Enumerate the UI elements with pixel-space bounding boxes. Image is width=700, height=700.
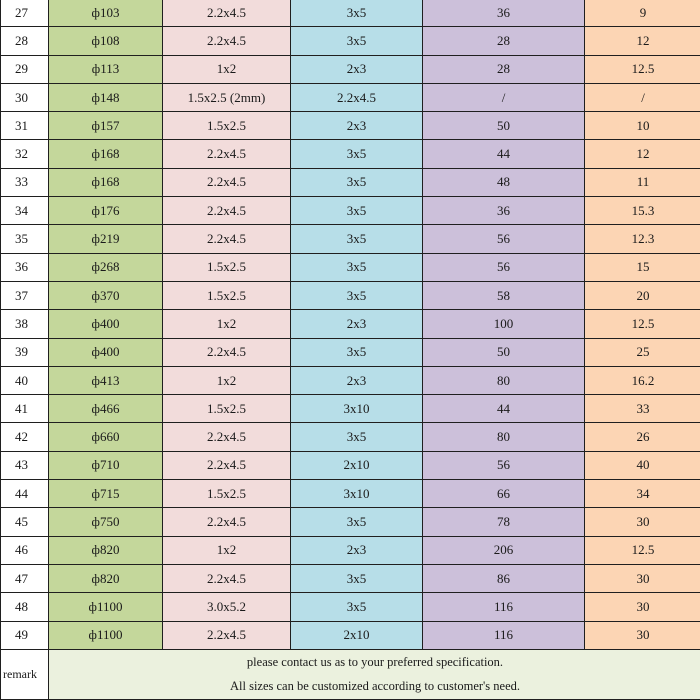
- spec-b-cell: 3x5: [291, 197, 423, 225]
- spec-d-cell: 33: [585, 395, 700, 423]
- spec-a-cell: 1x2: [163, 536, 291, 564]
- spec-d-cell: 15: [585, 253, 700, 281]
- spec-c-cell: 50: [423, 112, 585, 140]
- row-number: 44: [1, 480, 49, 508]
- row-number: 40: [1, 366, 49, 394]
- row-number: 49: [1, 621, 49, 649]
- spec-b-cell: 3x10: [291, 480, 423, 508]
- spec-d-cell: 12: [585, 27, 700, 55]
- spec-c-cell: 58: [423, 281, 585, 309]
- spec-a-cell: 1.5x2.5: [163, 281, 291, 309]
- diameter-cell: ф710: [49, 451, 163, 479]
- diameter-cell: ф1100: [49, 593, 163, 621]
- table-row: [1, 508, 700, 536]
- spec-table-body: [1, 0, 700, 649]
- spec-d-cell: 30: [585, 593, 700, 621]
- row-number: 42: [1, 423, 49, 451]
- remark-text: [49, 649, 700, 699]
- spec-d-cell: 15.3: [585, 197, 700, 225]
- spec-c-cell: 36: [423, 0, 585, 27]
- row-number: 46: [1, 536, 49, 564]
- spec-a-cell: 2.2x4.5: [163, 197, 291, 225]
- diameter-cell: ф370: [49, 281, 163, 309]
- spec-a-cell: 1.5x2.5: [163, 480, 291, 508]
- diameter-cell: ф413: [49, 366, 163, 394]
- row-number: 35: [1, 225, 49, 253]
- diameter-cell: ф148: [49, 83, 163, 111]
- spec-d-cell: 12.5: [585, 55, 700, 83]
- spec-d-cell: 12: [585, 140, 700, 168]
- spec-b-cell: 3x5: [291, 225, 423, 253]
- spec-b-cell: 3x5: [291, 168, 423, 196]
- table-row: [1, 621, 700, 649]
- spec-b-cell: 2x3: [291, 55, 423, 83]
- spec-c-cell: 28: [423, 55, 585, 83]
- spec-c-cell: 100: [423, 310, 585, 338]
- spec-b-cell: 3x5: [291, 27, 423, 55]
- row-number: 28: [1, 27, 49, 55]
- spec-c-cell: 66: [423, 480, 585, 508]
- spec-b-cell: 3x5: [291, 281, 423, 309]
- row-number: 27: [1, 0, 49, 27]
- spec-d-cell: 9: [585, 0, 700, 27]
- spec-a-cell: 2.2x4.5: [163, 0, 291, 27]
- spec-d-cell: 30: [585, 621, 700, 649]
- table-row: [1, 593, 700, 621]
- remark-line-1: please contact us as to your preferred specification.: [246, 655, 504, 670]
- diameter-cell: ф219: [49, 225, 163, 253]
- table-row: [1, 197, 700, 225]
- diameter-cell: ф660: [49, 423, 163, 451]
- table-row: [1, 225, 700, 253]
- spec-a-cell: 1.5x2.5: [163, 395, 291, 423]
- spec-d-cell: 30: [585, 508, 700, 536]
- spec-c-cell: 206: [423, 536, 585, 564]
- spec-c-cell: 56: [423, 253, 585, 281]
- row-number: 41: [1, 395, 49, 423]
- spec-b-cell: 3x5: [291, 140, 423, 168]
- spec-b-cell: 2x3: [291, 112, 423, 140]
- spec-a-cell: 1x2: [163, 310, 291, 338]
- spec-c-cell: 44: [423, 395, 585, 423]
- spec-d-cell: 11: [585, 168, 700, 196]
- diameter-cell: ф168: [49, 168, 163, 196]
- spec-a-cell: 2.2x4.5: [163, 621, 291, 649]
- spec-d-cell: 25: [585, 338, 700, 366]
- spec-c-cell: 44: [423, 140, 585, 168]
- spec-a-cell: 2.2x4.5: [163, 508, 291, 536]
- spec-a-cell: 3.0x5.2: [163, 593, 291, 621]
- spec-d-cell: 30: [585, 564, 700, 592]
- spec-b-cell: 3x5: [291, 338, 423, 366]
- row-number: 39: [1, 338, 49, 366]
- spec-b-cell: 2x10: [291, 621, 423, 649]
- spec-a-cell: 2.2x4.5: [163, 27, 291, 55]
- diameter-cell: ф176: [49, 197, 163, 225]
- spec-c-cell: 80: [423, 366, 585, 394]
- table-row: [1, 564, 700, 592]
- spec-a-cell: 2.2x4.5: [163, 564, 291, 592]
- row-number: 32: [1, 140, 49, 168]
- remark-label: remark: [1, 649, 49, 699]
- table-row: [1, 536, 700, 564]
- diameter-cell: ф1100: [49, 621, 163, 649]
- table-row: [1, 395, 700, 423]
- diameter-cell: ф820: [49, 536, 163, 564]
- spec-c-cell: 28: [423, 27, 585, 55]
- table-row: [1, 281, 700, 309]
- spec-d-cell: 12.5: [585, 310, 700, 338]
- spec-b-cell: 2x10: [291, 451, 423, 479]
- row-number: 33: [1, 168, 49, 196]
- row-number: 38: [1, 310, 49, 338]
- spec-b-cell: 2x3: [291, 310, 423, 338]
- row-number: 29: [1, 55, 49, 83]
- spec-b-cell: 2x3: [291, 536, 423, 564]
- spec-b-cell: 3x5: [291, 253, 423, 281]
- spec-c-cell: /: [423, 83, 585, 111]
- spec-d-cell: 12.3: [585, 225, 700, 253]
- spec-c-cell: 56: [423, 225, 585, 253]
- spec-b-cell: 3x10: [291, 395, 423, 423]
- row-number: 36: [1, 253, 49, 281]
- table-row: [1, 480, 700, 508]
- spec-a-cell: 1.5x2.5: [163, 253, 291, 281]
- diameter-cell: ф750: [49, 508, 163, 536]
- spec-a-cell: 1x2: [163, 366, 291, 394]
- table-row: [1, 423, 700, 451]
- spec-d-cell: 16.2: [585, 366, 700, 394]
- spec-b-cell: 3x5: [291, 593, 423, 621]
- diameter-cell: ф168: [49, 140, 163, 168]
- diameter-cell: ф715: [49, 480, 163, 508]
- table-row: [1, 451, 700, 479]
- spec-d-cell: 20: [585, 281, 700, 309]
- row-number: 43: [1, 451, 49, 479]
- spec-d-cell: /: [585, 83, 700, 111]
- spec-c-cell: 80: [423, 423, 585, 451]
- spec-c-cell: 56: [423, 451, 585, 479]
- spec-a-cell: 2.2x4.5: [163, 451, 291, 479]
- spec-c-cell: 50: [423, 338, 585, 366]
- diameter-cell: ф108: [49, 27, 163, 55]
- row-number: 48: [1, 593, 49, 621]
- table-row: [1, 140, 700, 168]
- table-row: [1, 366, 700, 394]
- table-row: [1, 310, 700, 338]
- spec-b-cell: 3x5: [291, 564, 423, 592]
- remark-line-2: All sizes can be customized according to customer's need.: [229, 679, 520, 694]
- spec-a-cell: 2.2x4.5: [163, 338, 291, 366]
- diameter-cell: ф400: [49, 338, 163, 366]
- diameter-cell: ф268: [49, 253, 163, 281]
- spec-b-cell: 3x5: [291, 508, 423, 536]
- row-number: 31: [1, 112, 49, 140]
- row-number: 47: [1, 564, 49, 592]
- table-row: [1, 253, 700, 281]
- diameter-cell: ф113: [49, 55, 163, 83]
- spec-c-cell: 116: [423, 621, 585, 649]
- table-row: [1, 83, 700, 111]
- spec-d-cell: 10: [585, 112, 700, 140]
- table-row: [1, 338, 700, 366]
- spec-b-cell: 2x3: [291, 366, 423, 394]
- spec-d-cell: 12.5: [585, 536, 700, 564]
- spec-c-cell: 78: [423, 508, 585, 536]
- diameter-cell: ф400: [49, 310, 163, 338]
- spec-c-cell: 86: [423, 564, 585, 592]
- spec-d-cell: 40: [585, 451, 700, 479]
- diameter-cell: ф820: [49, 564, 163, 592]
- spec-a-cell: 1.5x2.5 (2mm): [163, 83, 291, 111]
- spec-b-cell: 3x5: [291, 0, 423, 27]
- spec-a-cell: 2.2x4.5: [163, 225, 291, 253]
- spec-d-cell: 34: [585, 480, 700, 508]
- spec-a-cell: 2.2x4.5: [163, 423, 291, 451]
- diameter-cell: ф103: [49, 0, 163, 27]
- spec-c-cell: 36: [423, 197, 585, 225]
- spec-b-cell: 2.2x4.5: [291, 83, 423, 111]
- table-row: [1, 0, 700, 27]
- table-row: [1, 27, 700, 55]
- spec-a-cell: 1.5x2.5: [163, 112, 291, 140]
- row-number: 45: [1, 508, 49, 536]
- spec-a-cell: 2.2x4.5: [163, 140, 291, 168]
- row-number: 34: [1, 197, 49, 225]
- spec-d-cell: 26: [585, 423, 700, 451]
- spec-b-cell: 3x5: [291, 423, 423, 451]
- remark-row: [1, 649, 700, 699]
- row-number: 37: [1, 281, 49, 309]
- spec-c-cell: 116: [423, 593, 585, 621]
- spec-a-cell: 2.2x4.5: [163, 168, 291, 196]
- table-row: [1, 168, 700, 196]
- spec-a-cell: 1x2: [163, 55, 291, 83]
- diameter-cell: ф157: [49, 112, 163, 140]
- table-row: [1, 55, 700, 83]
- spec-c-cell: 48: [423, 168, 585, 196]
- row-number: 30: [1, 83, 49, 111]
- diameter-cell: ф466: [49, 395, 163, 423]
- table-row: [1, 112, 700, 140]
